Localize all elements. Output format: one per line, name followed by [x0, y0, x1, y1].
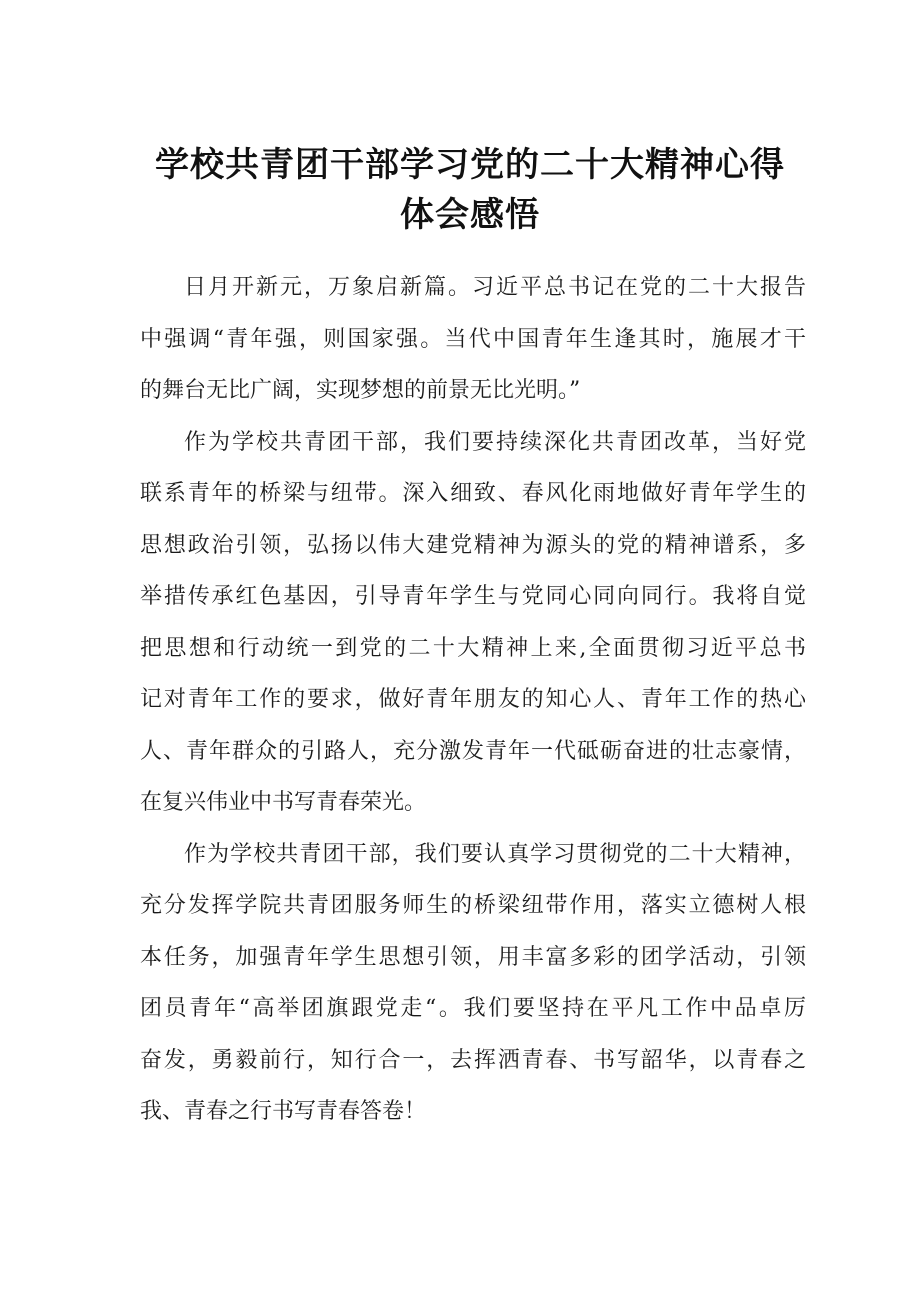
- text-line: 思想政治引领，弘扬以伟大建党精神为源头的党的精神谱系，多: [140, 532, 806, 558]
- text-line: 的舞台无比广阔，实现梦想的前景无比光明。”: [140, 378, 581, 403]
- text-line: 举措传承红色基因，引导青年学生与党同心同向同行。我将自觉: [140, 584, 806, 609]
- title-line: 学校共青团干部学习党的二十大精神心得: [155, 145, 785, 185]
- text-line: 团员青年“高举团旗跟党走“。我们要坚持在平凡工作中品卓厉: [140, 996, 806, 1021]
- text-line: 记对青年工作的要求，做好青年朋友的知心人、青年工作的热心: [140, 687, 806, 712]
- document-title: [120, 140, 820, 240]
- title-line: 体会感悟: [400, 195, 540, 235]
- text-line: 作为学校共青团干部，我们要认真学习贯彻党的二十大精神，: [184, 841, 806, 867]
- text-line: 充分发挥学院共青团服务师生的桥梁纽带作用，落实立德树人根: [140, 893, 806, 918]
- paragraph-1: [140, 262, 806, 417]
- text-line: 本任务，加强青年学生思想引领，用丰富多彩的团学活动，引领: [140, 944, 806, 970]
- text-line: 奋发，勇毅前行，知行合一，去挥洒青春、书写韶华，以青春之: [140, 1047, 806, 1073]
- text-line: 联系青年的桥梁与纽带。深入细致、春风化雨地做好青年学生的: [140, 481, 806, 506]
- text-line: 在复兴伟业中书写青春荣光。: [140, 790, 427, 815]
- text-line: 作为学校共青团干部，我们要持续深化共青团改革，当好党: [184, 429, 806, 455]
- document-body: [140, 262, 806, 1138]
- paragraph-3: [140, 829, 806, 1138]
- text-line: 把思想和行动统一到党的二十大精神上来,全面贯彻习近平总书: [140, 635, 806, 661]
- paragraph-2: [140, 417, 806, 829]
- text-line: 中强调“青年强，则国家强。当代中国青年生逢其时，施展才干: [140, 326, 806, 352]
- text-line: 日月开新元，万象启新篇。习近平总书记在党的二十大报告: [184, 275, 806, 300]
- text-line: 人、青年群众的引路人，充分激发青年一代砥砺奋进的壮志豪情，: [140, 738, 806, 764]
- text-line: 我、青春之行书写青春答卷！: [140, 1099, 427, 1124]
